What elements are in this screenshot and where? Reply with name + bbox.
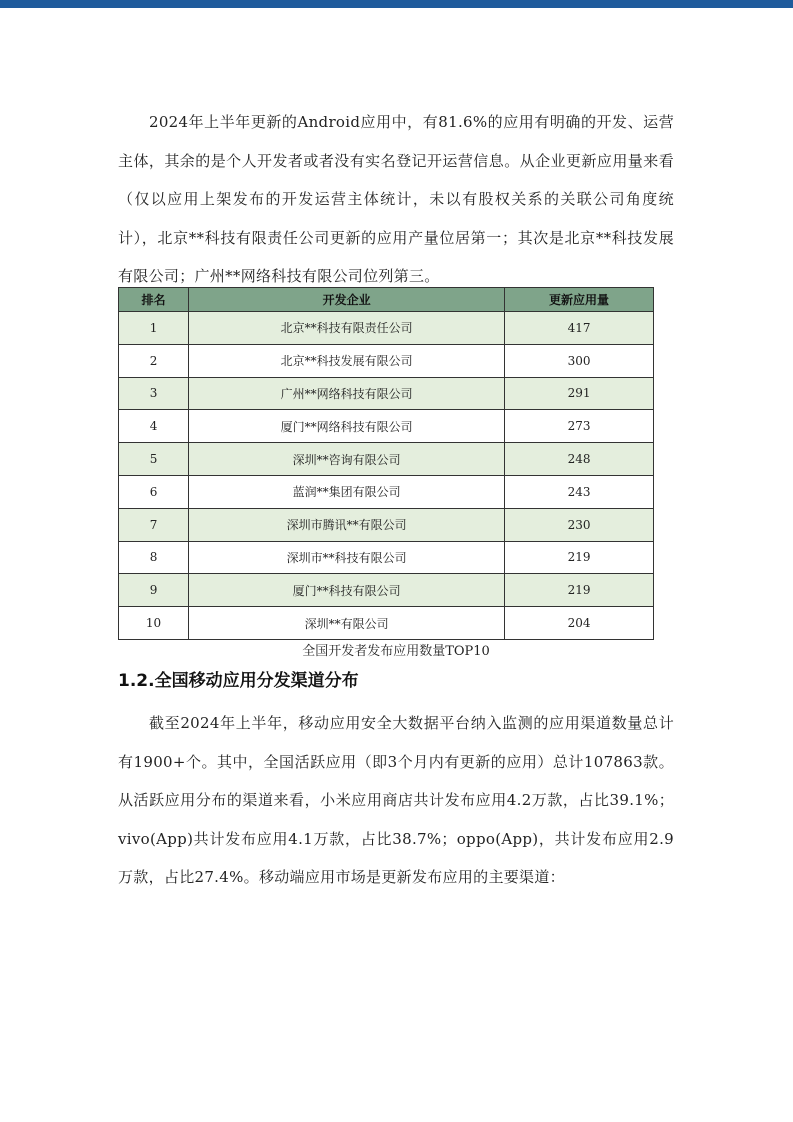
table-row	[119, 574, 654, 607]
top10-developers-table	[118, 287, 654, 640]
rank-cell: 4	[119, 410, 189, 443]
count-cell: 219	[505, 574, 654, 607]
table-caption: 全国开发者发布应用数量TOP10	[302, 644, 490, 659]
table-row	[119, 508, 654, 541]
count-cell: 204	[505, 607, 654, 640]
count-cell: 243	[505, 475, 654, 508]
rank-cell: 7	[119, 508, 189, 541]
rank-cell: 6	[119, 475, 189, 508]
count-cell: 291	[505, 377, 654, 410]
section-heading: 1.2.全国移动应用分发渠道分布	[118, 671, 359, 691]
rank-cell: 8	[119, 541, 189, 574]
company-cell: 深圳**咨询有限公司	[189, 443, 505, 476]
table-row	[119, 312, 654, 345]
header-company: 开发企业	[189, 288, 505, 312]
count-cell: 248	[505, 443, 654, 476]
count-cell: 273	[505, 410, 654, 443]
rank-cell: 5	[119, 443, 189, 476]
company-cell: 深圳市**科技有限公司	[189, 541, 505, 574]
table-row	[119, 541, 654, 574]
channel-paragraph: 截至2024年上半年，移动应用安全大数据平台纳入监测的应用渠道数量总计有1900+个。其中，全国活跃应用（即3个月内有更新的应用）总计107863款。从活跃应用分布的渠道来看，小米应用商店共计发布应用4.2万款，占比39.1%；vivo(App)共计发布应用4.1万款，占比38.7%；oppo(App)，共计发布应用2.9万款，占比27.4%。移动端应用市场是更新发布应用的主要渠道：	[118, 714, 674, 886]
company-cell: 广州**网络科技有限公司	[189, 377, 505, 410]
intro-paragraph: 2024年上半年更新的Android应用中，有81.6%的应用有明确的开发、运营主体，其余的是个人开发者或者没有实名登记开运营信息。从企业更新应用量来看（仅以应用上架发布的开发运营主体统计，未以有股权关系的关联公司角度统计），北京**科技有限责任公司更新的应用产量位居第一；其次是北京**科技发展有限公司；广州**网络科技有限公司位列第三。	[118, 113, 674, 285]
table-header-row	[119, 288, 654, 312]
rank-cell: 3	[119, 377, 189, 410]
company-cell: 蓝润**集团有限公司	[189, 475, 505, 508]
table-row	[119, 377, 654, 410]
company-cell: 北京**科技发展有限公司	[189, 344, 505, 377]
rank-cell: 9	[119, 574, 189, 607]
count-cell: 300	[505, 344, 654, 377]
count-cell: 230	[505, 508, 654, 541]
count-cell: 417	[505, 312, 654, 345]
company-cell: 北京**科技有限责任公司	[189, 312, 505, 345]
table-row	[119, 344, 654, 377]
header-count: 更新应用量	[505, 288, 654, 312]
table-row	[119, 410, 654, 443]
company-cell: 厦门**网络科技有限公司	[189, 410, 505, 443]
count-cell: 219	[505, 541, 654, 574]
company-cell: 深圳**有限公司	[189, 607, 505, 640]
top-accent-bar	[0, 0, 793, 8]
table-row	[119, 607, 654, 640]
rank-cell: 10	[119, 607, 189, 640]
header-rank: 排名	[119, 288, 189, 312]
company-cell: 厦门**科技有限公司	[189, 574, 505, 607]
rank-cell: 1	[119, 312, 189, 345]
company-cell: 深圳市腾讯**有限公司	[189, 508, 505, 541]
table-row	[119, 443, 654, 476]
table-row	[119, 475, 654, 508]
rank-cell: 2	[119, 344, 189, 377]
